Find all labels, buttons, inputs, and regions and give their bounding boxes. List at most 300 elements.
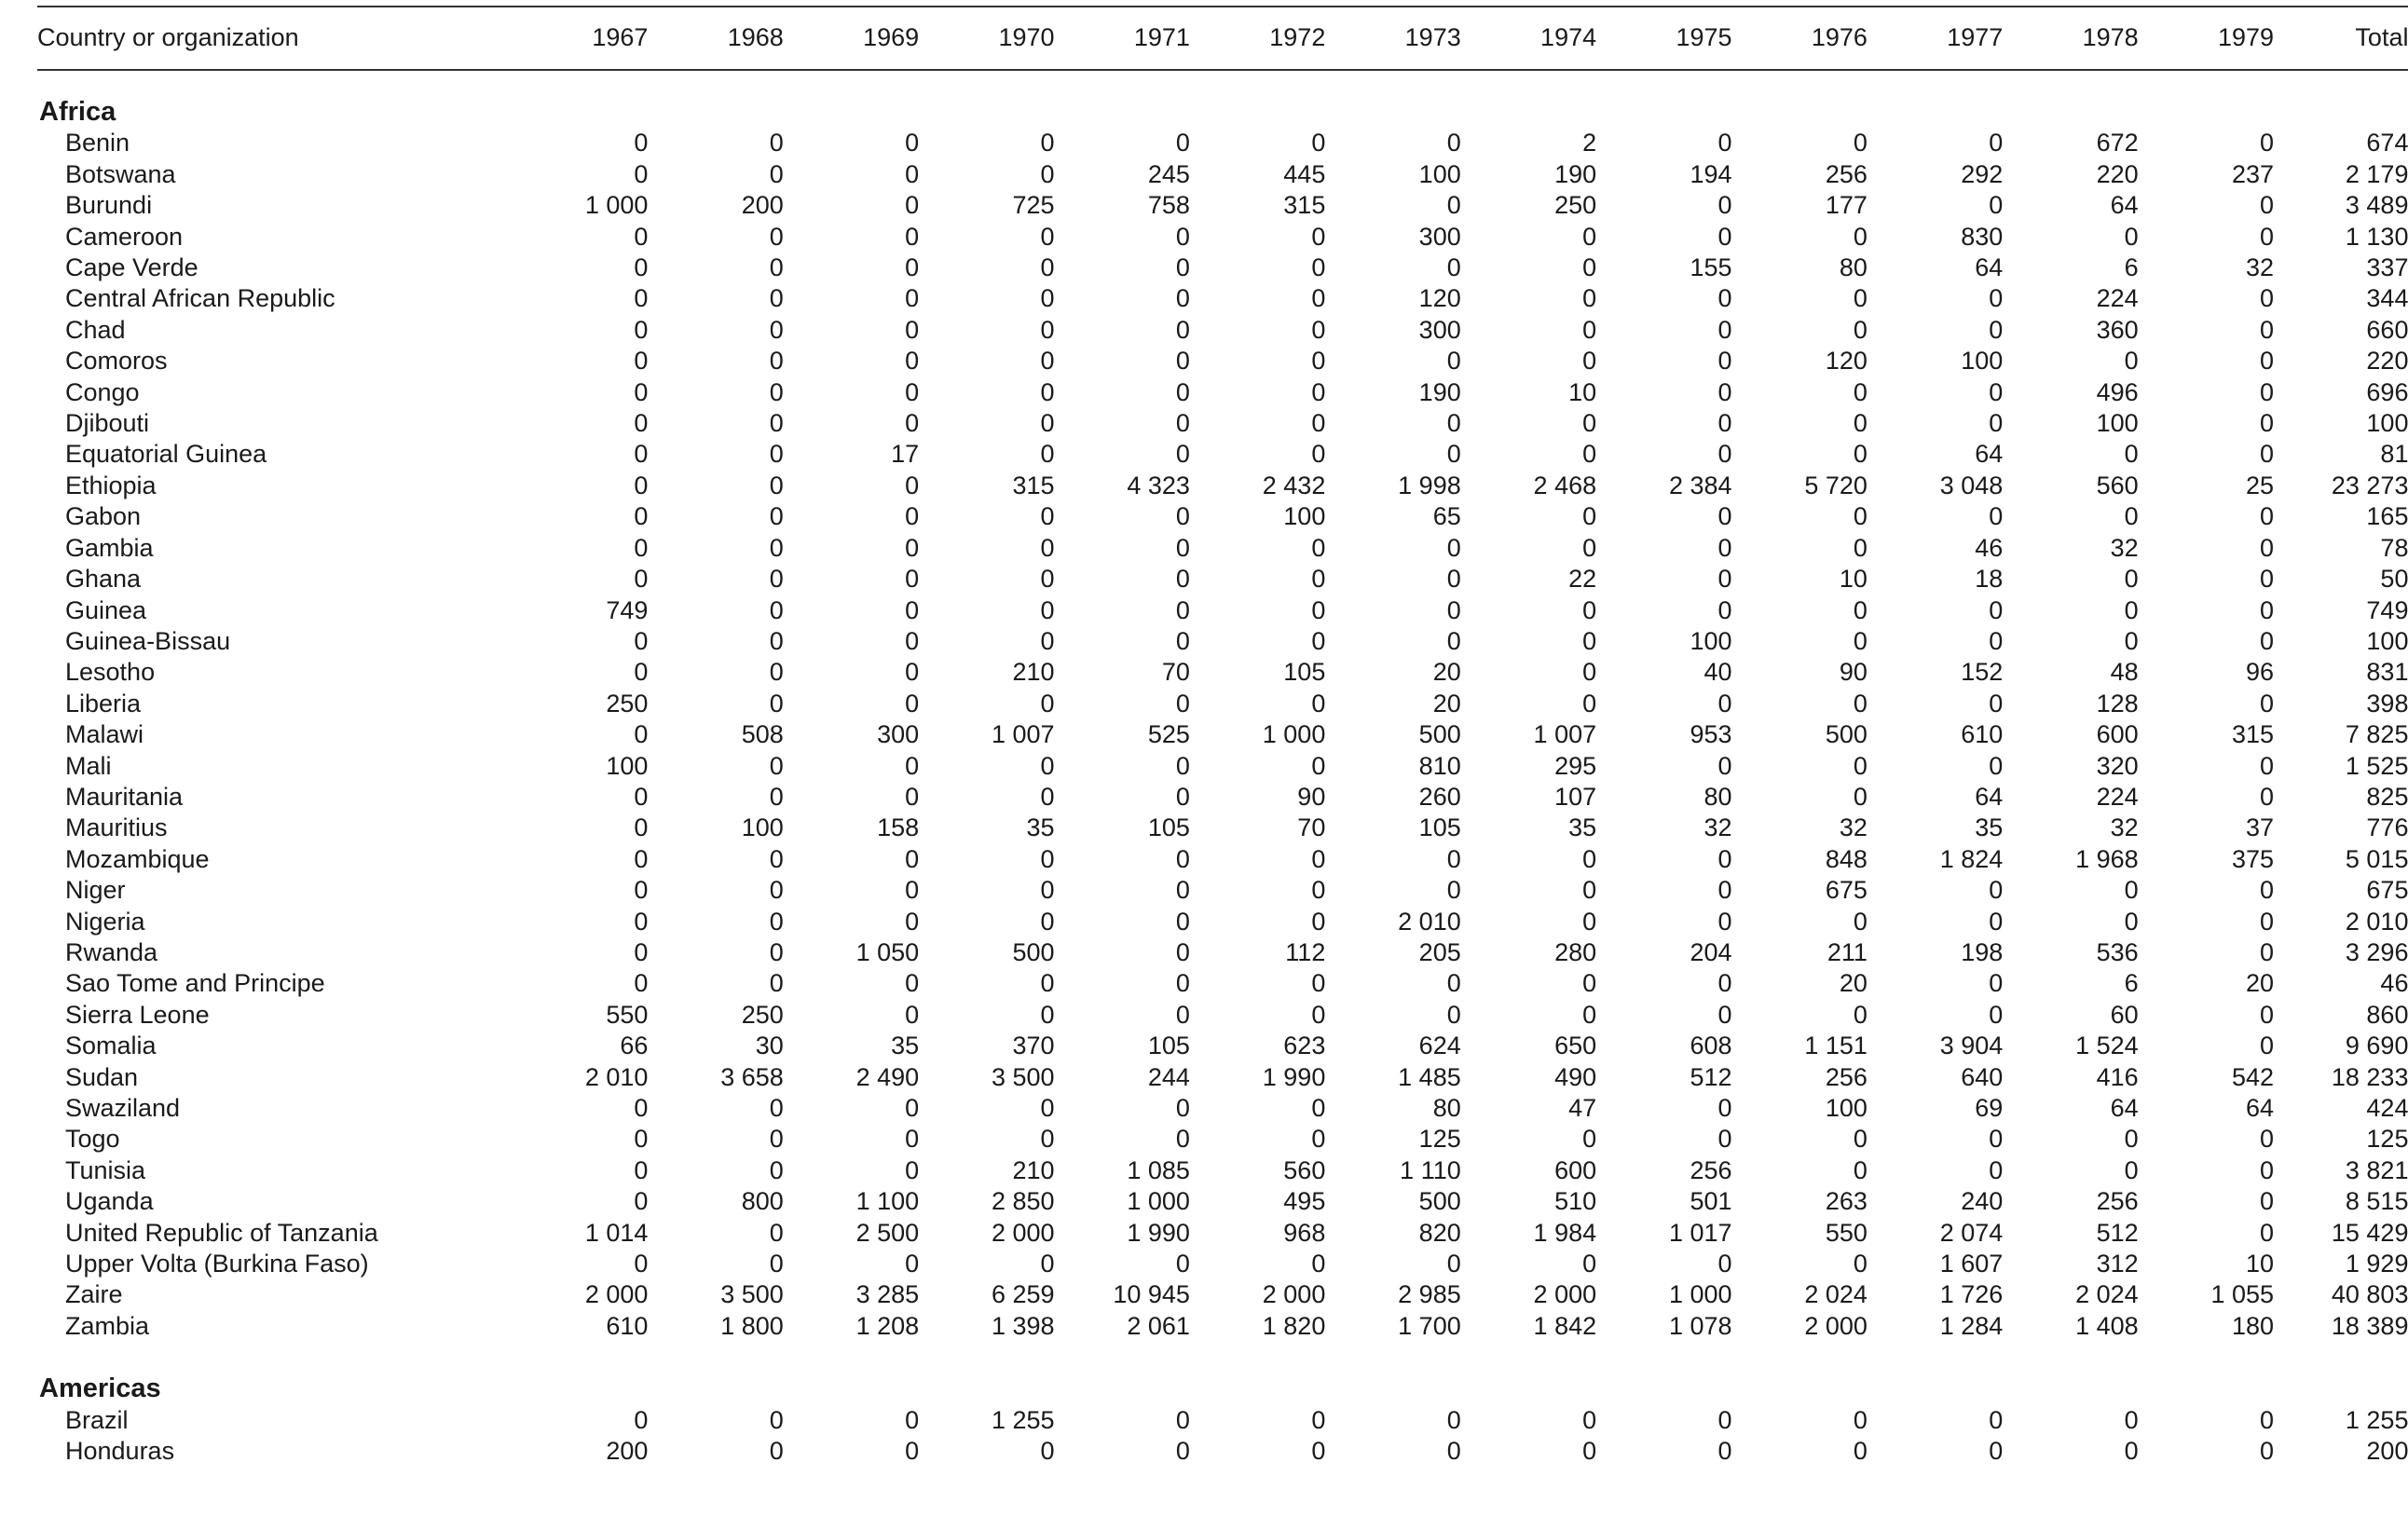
- value-cell: 512: [1690, 1062, 1732, 1091]
- value-cell: 0: [1989, 377, 2004, 406]
- value-cell: 30: [755, 1032, 784, 1060]
- section-spacer: [37, 70, 2408, 97]
- value-cell: 125: [1418, 1125, 1461, 1154]
- value-cell: 0: [1175, 533, 1190, 562]
- value-cell: 3 904: [1939, 1032, 2004, 1060]
- value-cell: 0: [2260, 377, 2275, 406]
- value-cell: 0: [1311, 626, 1326, 655]
- value-cell: 0: [1853, 1155, 1868, 1184]
- country-name-cell: United Republic of Tanzania: [65, 1218, 378, 1247]
- value-cell: 0: [1717, 377, 1732, 406]
- value-cell: 0: [1582, 689, 1597, 718]
- country-name-cell: Rwanda: [65, 937, 158, 966]
- value-cell: 0: [1717, 1250, 1732, 1278]
- value-cell: 0: [1853, 502, 1868, 531]
- value-cell: 0: [769, 626, 784, 655]
- value-cell: 3 500: [991, 1062, 1055, 1091]
- table-row: [37, 1186, 2408, 1217]
- value-cell: 2 432: [1262, 471, 1326, 499]
- table-row: [37, 719, 2408, 750]
- value-cell: 0: [1040, 533, 1055, 562]
- country-name-cell: Somalia: [65, 1032, 157, 1060]
- table-row: [37, 128, 2408, 158]
- table-row: [37, 626, 2408, 657]
- value-cell: 675: [1825, 876, 1868, 905]
- table-row: [37, 1031, 2408, 1061]
- value-cell: 375: [2232, 844, 2275, 873]
- value-cell: 66: [620, 1032, 649, 1060]
- value-cell: 0: [1989, 315, 2004, 344]
- value-cell: 0: [1989, 876, 2004, 905]
- value-cell: 0: [1989, 1125, 2004, 1154]
- value-cell: 37: [2246, 813, 2275, 842]
- column-header-total: Total: [2355, 23, 2408, 52]
- value-cell: 0: [1582, 844, 1597, 873]
- value-cell: 0: [634, 937, 649, 966]
- value-cell: 0: [1175, 347, 1190, 376]
- value-cell: 0: [905, 907, 920, 936]
- value-cell: 0: [905, 751, 920, 780]
- value-cell: 0: [769, 1437, 784, 1466]
- value-cell: 0: [769, 907, 784, 936]
- value-cell: 0: [634, 1094, 649, 1122]
- value-cell: 0: [1853, 377, 1868, 406]
- value-cell: 100: [2096, 409, 2139, 438]
- value-cell: 0: [2124, 1437, 2139, 1466]
- value-cell: 0: [2124, 1155, 2139, 1184]
- value-cell: 0: [769, 347, 784, 376]
- value-cell: 0: [634, 502, 649, 531]
- value-cell: 0: [1582, 907, 1597, 936]
- column-header-1967: 1967: [592, 23, 649, 52]
- value-cell: 0: [634, 782, 649, 811]
- value-cell: 105: [1418, 813, 1461, 842]
- value-cell: 0: [1989, 1000, 2004, 1029]
- value-cell: 1 524: [2075, 1032, 2139, 1060]
- value-cell: 512: [2096, 1218, 2139, 1247]
- value-cell: 0: [1175, 626, 1190, 655]
- value-cell: 0: [769, 689, 784, 718]
- value-cell: 496: [2096, 377, 2139, 406]
- value-cell: 0: [1175, 689, 1190, 718]
- table-row: [37, 782, 2408, 813]
- value-cell: 550: [606, 1000, 649, 1029]
- value-cell: 0: [1717, 907, 1732, 936]
- value-cell: 0: [1040, 347, 1055, 376]
- value-cell: 0: [905, 595, 920, 624]
- value-cell: 0: [1311, 969, 1326, 998]
- value-cell: 25: [2246, 471, 2275, 499]
- value-cell: 250: [606, 689, 649, 718]
- value-cell: 0: [1311, 284, 1326, 313]
- value-cell: 224: [2096, 284, 2139, 313]
- value-cell: 600: [1554, 1155, 1597, 1184]
- value-cell: 0: [1582, 1405, 1597, 1434]
- value-cell: 64: [2110, 1094, 2139, 1122]
- value-cell: 0: [1175, 315, 1190, 344]
- value-cell: 100: [606, 751, 649, 780]
- value-cell: 0: [769, 253, 784, 282]
- value-cell: 0: [769, 315, 784, 344]
- value-cell: 0: [769, 595, 784, 624]
- column-header-1979: 1979: [2218, 23, 2275, 52]
- value-cell: 0: [769, 1125, 784, 1154]
- country-name-cell: Mali: [65, 751, 112, 780]
- value-cell: 2 000: [991, 1218, 1055, 1247]
- country-name-cell: Mozambique: [65, 844, 210, 873]
- value-cell: 107: [1554, 782, 1597, 811]
- value-cell: 10: [2246, 1250, 2275, 1278]
- value-cell: 749: [606, 595, 649, 624]
- value-cell: 1 055: [2210, 1280, 2275, 1309]
- value-cell: 0: [2260, 315, 2275, 344]
- total-cell: 220: [2366, 347, 2408, 376]
- value-cell: 0: [1446, 1000, 1461, 1029]
- value-cell: 2 010: [584, 1062, 649, 1091]
- total-cell: 2 179: [2345, 159, 2408, 188]
- column-header-1972: 1972: [1269, 23, 1326, 52]
- value-cell: 1 151: [1804, 1032, 1868, 1060]
- value-cell: 1 078: [1668, 1311, 1732, 1340]
- value-cell: 0: [905, 1437, 920, 1466]
- value-cell: 3 285: [855, 1280, 920, 1309]
- value-cell: 0: [1989, 129, 2004, 157]
- table-row: [37, 875, 2408, 906]
- total-cell: 78: [2380, 533, 2408, 562]
- value-cell: 220: [2096, 159, 2139, 188]
- value-cell: 6: [2124, 969, 2139, 998]
- value-cell: 0: [634, 969, 649, 998]
- country-name-cell: Mauritania: [65, 782, 184, 811]
- value-cell: 112: [1285, 937, 1326, 966]
- value-cell: 0: [634, 440, 649, 469]
- value-cell: 0: [769, 1155, 784, 1184]
- value-cell: 0: [1446, 440, 1461, 469]
- value-cell: 0: [1446, 533, 1461, 562]
- value-cell: 0: [634, 471, 649, 499]
- value-cell: 2 985: [1398, 1280, 1461, 1309]
- value-cell: 2 061: [1127, 1311, 1190, 1340]
- total-cell: 100: [2366, 626, 2408, 655]
- value-cell: 155: [1690, 253, 1732, 282]
- value-cell: 0: [1717, 969, 1732, 998]
- value-cell: 1 014: [584, 1218, 649, 1247]
- value-cell: 10: [1568, 377, 1597, 406]
- value-cell: 0: [769, 1094, 784, 1122]
- value-cell: 0: [1989, 284, 2004, 313]
- total-cell: 200: [2366, 1437, 2408, 1466]
- value-cell: 550: [1825, 1218, 1868, 1247]
- value-cell: 200: [606, 1437, 649, 1466]
- value-cell: 0: [1582, 1125, 1597, 1154]
- value-cell: 810: [1418, 751, 1461, 780]
- value-cell: 256: [2096, 1187, 2139, 1216]
- value-cell: 0: [905, 222, 920, 251]
- value-cell: 0: [905, 1125, 920, 1154]
- value-cell: 32: [2246, 253, 2275, 282]
- value-cell: 0: [634, 844, 649, 873]
- value-cell: 200: [741, 191, 784, 220]
- value-cell: 0: [1582, 626, 1597, 655]
- value-cell: 0: [2124, 565, 2139, 594]
- value-cell: 60: [2110, 1000, 2139, 1029]
- value-cell: 70: [1297, 813, 1326, 842]
- value-cell: 0: [634, 159, 649, 188]
- value-cell: 120: [1825, 347, 1868, 376]
- table-row: [37, 657, 2408, 688]
- value-cell: 0: [1853, 222, 1868, 251]
- table-row: [37, 968, 2408, 999]
- value-cell: 315: [1283, 191, 1326, 220]
- value-cell: 525: [1147, 720, 1190, 749]
- country-name-cell: Swaziland: [65, 1094, 181, 1122]
- value-cell: 0: [1446, 409, 1461, 438]
- value-cell: 536: [2096, 937, 2139, 966]
- value-cell: 244: [1147, 1062, 1190, 1091]
- value-cell: 280: [1554, 937, 1597, 966]
- value-cell: 2 024: [2075, 1280, 2139, 1309]
- country-name-cell: Sudan: [65, 1062, 139, 1091]
- value-cell: 1 968: [2075, 844, 2139, 873]
- column-header-1969: 1969: [863, 23, 920, 52]
- value-cell: 0: [1311, 440, 1326, 469]
- value-cell: 0: [2124, 502, 2139, 531]
- value-cell: 32: [1839, 813, 1868, 842]
- value-cell: 80: [1703, 782, 1732, 811]
- country-name-cell: Chad: [65, 315, 126, 344]
- country-name-cell: Central African Republic: [65, 284, 335, 313]
- value-cell: 0: [1040, 844, 1055, 873]
- value-cell: 0: [1175, 1437, 1190, 1466]
- value-cell: 820: [1418, 1218, 1461, 1247]
- value-cell: 0: [1989, 751, 2004, 780]
- total-cell: 81: [2380, 440, 2408, 469]
- value-cell: 0: [1717, 315, 1732, 344]
- value-cell: 204: [1690, 937, 1732, 966]
- value-cell: 100: [1690, 626, 1732, 655]
- value-cell: 0: [1582, 222, 1597, 251]
- value-cell: 2 490: [855, 1062, 920, 1091]
- value-cell: 640: [1961, 1062, 2004, 1091]
- column-header-1973: 1973: [1404, 23, 1461, 52]
- value-cell: 2 000: [584, 1280, 649, 1309]
- value-cell: 0: [769, 502, 784, 531]
- value-cell: 0: [905, 1250, 920, 1278]
- value-cell: 0: [769, 159, 784, 188]
- value-cell: 0: [1582, 440, 1597, 469]
- table-row: [37, 689, 2408, 719]
- value-cell: 500: [1825, 720, 1868, 749]
- value-cell: 2 000: [1804, 1311, 1868, 1340]
- table-row: [37, 471, 2408, 501]
- column-header-1971: 1971: [1133, 23, 1190, 52]
- value-cell: 1 255: [991, 1405, 1055, 1434]
- total-cell: 1 929: [2345, 1250, 2408, 1278]
- value-cell: 0: [1989, 626, 2004, 655]
- total-cell: 749: [2366, 595, 2408, 624]
- value-cell: 0: [1040, 377, 1055, 406]
- value-cell: 0: [1446, 347, 1461, 376]
- value-cell: 725: [1012, 191, 1055, 220]
- table-row: [37, 595, 2408, 626]
- value-cell: 0: [1040, 595, 1055, 624]
- value-cell: 0: [1175, 907, 1190, 936]
- value-cell: 0: [1040, 502, 1055, 531]
- value-cell: 240: [1961, 1187, 2004, 1216]
- table-row: [37, 844, 2408, 875]
- value-cell: 0: [1582, 1437, 1597, 1466]
- value-cell: 495: [1283, 1187, 1326, 1216]
- total-cell: 1 525: [2345, 751, 2408, 780]
- value-cell: 0: [1175, 253, 1190, 282]
- value-cell: 0: [769, 129, 784, 157]
- value-cell: 300: [1418, 222, 1461, 251]
- table-row: [37, 1279, 2408, 1310]
- total-cell: 15 429: [2331, 1218, 2408, 1247]
- value-cell: 0: [1311, 253, 1326, 282]
- value-cell: 0: [769, 377, 784, 406]
- value-cell: 1 990: [1127, 1218, 1190, 1247]
- table-row: [37, 937, 2408, 968]
- value-cell: 210: [1012, 1155, 1055, 1184]
- value-cell: 0: [905, 191, 920, 220]
- value-cell: 0: [1446, 1405, 1461, 1434]
- value-cell: 0: [1040, 222, 1055, 251]
- value-cell: 2 468: [1533, 471, 1597, 499]
- column-header-1978: 1978: [2082, 23, 2139, 52]
- value-cell: 0: [1040, 1250, 1055, 1278]
- value-cell: 35: [891, 1032, 920, 1060]
- value-cell: 65: [1432, 502, 1461, 531]
- value-cell: 500: [1012, 937, 1055, 966]
- value-cell: 0: [1582, 284, 1597, 313]
- value-cell: 0: [1175, 409, 1190, 438]
- column-header-country: Country or organization: [37, 23, 299, 52]
- value-cell: 0: [905, 565, 920, 594]
- value-cell: 1 000: [584, 191, 649, 220]
- table-row: [37, 1093, 2408, 1124]
- value-cell: 80: [1432, 1094, 1461, 1122]
- value-cell: 2 850: [991, 1187, 1055, 1216]
- table-row: [37, 1218, 2408, 1249]
- value-cell: 0: [1717, 1000, 1732, 1029]
- value-cell: 0: [1582, 1000, 1597, 1029]
- value-cell: 0: [905, 159, 920, 188]
- value-cell: 0: [1175, 876, 1190, 905]
- value-cell: 0: [1989, 502, 2004, 531]
- total-cell: 100: [2366, 409, 2408, 438]
- country-name-cell: Upper Volta (Burkina Faso): [65, 1250, 369, 1278]
- value-cell: 0: [1040, 159, 1055, 188]
- total-cell: 7 825: [2345, 720, 2408, 749]
- value-cell: 0: [1853, 907, 1868, 936]
- value-cell: 0: [1175, 969, 1190, 998]
- value-cell: 0: [1311, 222, 1326, 251]
- value-cell: 90: [1297, 782, 1326, 811]
- value-cell: 0: [1446, 626, 1461, 655]
- value-cell: 32: [2110, 533, 2139, 562]
- value-cell: 211: [1827, 937, 1868, 966]
- table-row: [37, 222, 2408, 253]
- value-cell: 416: [2096, 1062, 2139, 1091]
- value-cell: 0: [1040, 440, 1055, 469]
- value-cell: 0: [1582, 502, 1597, 531]
- value-cell: 1 408: [2075, 1311, 2139, 1340]
- value-cell: 0: [905, 844, 920, 873]
- value-cell: 0: [769, 969, 784, 998]
- country-name-cell: Gambia: [65, 533, 154, 562]
- value-cell: 0: [1717, 876, 1732, 905]
- value-cell: 47: [1568, 1094, 1597, 1122]
- value-cell: 1 990: [1262, 1062, 1326, 1091]
- value-cell: 0: [2260, 1000, 2275, 1029]
- value-cell: 237: [2232, 159, 2275, 188]
- total-cell: 18 389: [2331, 1311, 2408, 1340]
- country-name-cell: Botswana: [65, 159, 176, 188]
- total-cell: 2 010: [2345, 907, 2408, 936]
- value-cell: 0: [1040, 409, 1055, 438]
- value-cell: 20: [1839, 969, 1868, 998]
- country-name-cell: Zambia: [65, 1311, 150, 1340]
- aid-table: [37, 6, 2408, 1467]
- country-name-cell: Brazil: [65, 1405, 129, 1434]
- value-cell: 1 726: [1939, 1280, 2004, 1309]
- value-cell: 0: [1853, 1125, 1868, 1154]
- table-row: [37, 501, 2408, 532]
- table-row: [37, 1436, 2408, 1467]
- value-cell: 0: [2260, 1125, 2275, 1154]
- value-cell: 0: [634, 658, 649, 687]
- value-cell: 0: [2260, 876, 2275, 905]
- value-cell: 0: [1311, 1000, 1326, 1029]
- value-cell: 0: [1175, 222, 1190, 251]
- value-cell: 600: [2096, 720, 2139, 749]
- country-name-cell: Tunisia: [65, 1155, 146, 1184]
- value-cell: 0: [1989, 409, 2004, 438]
- region-heading: Americas: [39, 1374, 161, 1404]
- value-cell: 0: [1717, 409, 1732, 438]
- value-cell: 32: [1703, 813, 1732, 842]
- value-cell: 128: [2096, 689, 2139, 718]
- total-cell: 9 690: [2345, 1032, 2408, 1060]
- value-cell: 650: [1554, 1032, 1597, 1060]
- table-row: [37, 564, 2408, 594]
- value-cell: 370: [1012, 1032, 1055, 1060]
- country-name-cell: Sao Tome and Principe: [65, 969, 325, 998]
- value-cell: 6: [2124, 253, 2139, 282]
- value-cell: 0: [1717, 222, 1732, 251]
- value-cell: 0: [905, 253, 920, 282]
- country-name-cell: Nigeria: [65, 907, 145, 936]
- value-cell: 0: [1446, 191, 1461, 220]
- value-cell: 0: [905, 502, 920, 531]
- value-cell: 1 984: [1533, 1218, 1597, 1247]
- value-cell: 2 384: [1668, 471, 1732, 499]
- value-cell: 0: [1717, 565, 1732, 594]
- country-name-cell: Guinea: [65, 595, 147, 624]
- value-cell: 0: [634, 533, 649, 562]
- data-table-page: [37, 6, 2408, 1467]
- region-heading-row: [37, 97, 2408, 128]
- value-cell: 0: [905, 129, 920, 157]
- value-cell: 0: [769, 876, 784, 905]
- value-cell: 64: [2110, 191, 2139, 220]
- value-cell: 0: [1311, 1437, 1326, 1466]
- value-cell: 0: [1989, 595, 2004, 624]
- value-cell: 0: [1040, 1437, 1055, 1466]
- country-name-cell: Togo: [65, 1125, 120, 1154]
- total-cell: 696: [2366, 377, 2408, 406]
